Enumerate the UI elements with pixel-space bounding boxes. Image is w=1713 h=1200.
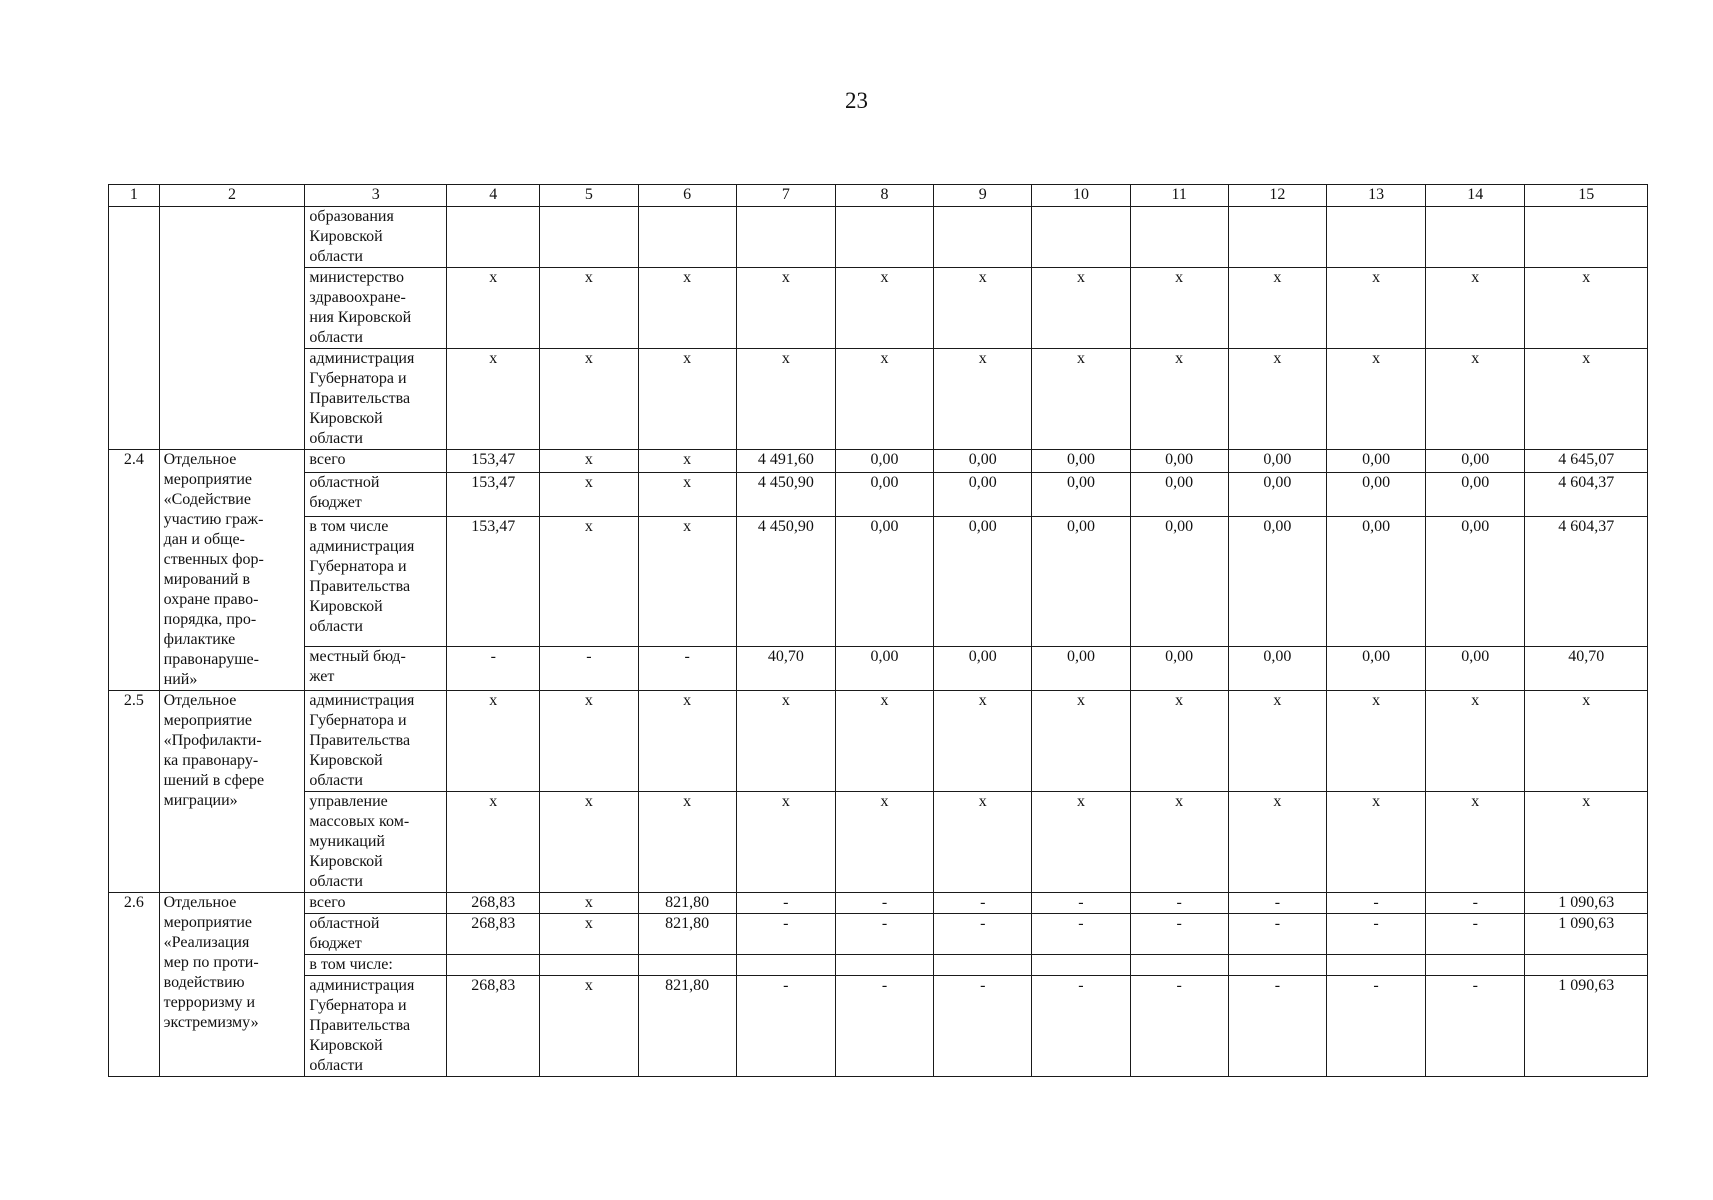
value-cell: 268,83 bbox=[447, 976, 540, 1077]
value-cell: - bbox=[934, 893, 1032, 914]
item-name-line: Отдельное bbox=[163, 451, 237, 468]
funding-source-line: Правительства bbox=[309, 577, 411, 595]
funding-source-line: Губернатора и bbox=[309, 370, 407, 387]
value-cell: x bbox=[638, 516, 736, 646]
item-name-line: ка правонару- bbox=[163, 752, 259, 769]
table-row bbox=[109, 349, 1648, 450]
table-row bbox=[109, 914, 1648, 955]
value-cell: x bbox=[447, 268, 540, 349]
value-cell: - bbox=[1130, 914, 1228, 955]
value-cell: - bbox=[1228, 914, 1326, 955]
value-cell: x bbox=[835, 349, 933, 450]
value-cell bbox=[540, 955, 638, 976]
funding-source-line: в том числе: bbox=[309, 956, 393, 973]
value-cell bbox=[1032, 207, 1130, 268]
funding-source-line: областной bbox=[309, 915, 380, 932]
value-cell: x bbox=[1426, 349, 1525, 450]
funding-source-line: бюджет bbox=[309, 935, 362, 952]
value-cell: x bbox=[1326, 691, 1425, 792]
value-cell: 0,00 bbox=[835, 472, 933, 516]
value-cell: 821,80 bbox=[638, 914, 736, 955]
value-cell: 0,00 bbox=[934, 646, 1032, 690]
value-cell: 4 604,37 bbox=[1525, 516, 1648, 646]
value-cell: x bbox=[1130, 268, 1228, 349]
value-cell: 153,47 bbox=[447, 450, 540, 473]
funding-source-line: Губернатора и bbox=[309, 997, 407, 1014]
header-cell: 7 bbox=[736, 185, 835, 207]
value-cell: - bbox=[638, 646, 736, 690]
value-cell: - bbox=[835, 893, 933, 914]
value-cell: 0,00 bbox=[1032, 516, 1130, 646]
value-cell: 0,00 bbox=[1228, 516, 1326, 646]
value-cell: 821,80 bbox=[638, 893, 736, 914]
value-cell: x bbox=[1032, 268, 1130, 349]
funding-source-line: ния Кировской bbox=[309, 309, 412, 326]
table-row bbox=[109, 646, 1648, 690]
header-cell: 9 bbox=[934, 185, 1032, 207]
item-number-cell bbox=[109, 207, 160, 450]
value-cell: - bbox=[1228, 893, 1326, 914]
funding-source-cell bbox=[305, 450, 447, 473]
funding-source-cell bbox=[305, 268, 447, 349]
value-cell: - bbox=[736, 976, 835, 1077]
item-name-line: экстремизму» bbox=[163, 1014, 259, 1031]
header-cell: 5 bbox=[540, 185, 638, 207]
value-cell: 0,00 bbox=[1032, 450, 1130, 473]
value-cell: 153,47 bbox=[447, 472, 540, 516]
item-name-line: «Профилакти- bbox=[163, 732, 262, 749]
value-cell: - bbox=[1130, 976, 1228, 1077]
value-cell: x bbox=[1228, 691, 1326, 792]
funding-source-line: Губернатора и bbox=[309, 557, 407, 575]
value-cell: 0,00 bbox=[934, 472, 1032, 516]
value-cell: - bbox=[1426, 893, 1525, 914]
value-cell: 0,00 bbox=[835, 646, 933, 690]
value-cell: x bbox=[540, 691, 638, 792]
item-name-line: мирований в bbox=[163, 571, 250, 588]
value-cell bbox=[835, 207, 933, 268]
header-cell: 13 bbox=[1326, 185, 1425, 207]
value-cell: x bbox=[835, 792, 933, 893]
funding-source-line: Кировской bbox=[309, 752, 383, 769]
value-cell: x bbox=[1130, 691, 1228, 792]
value-cell: 40,70 bbox=[1525, 646, 1648, 690]
item-name-line: миграции» bbox=[163, 792, 238, 809]
item-name-line: «Содействие bbox=[163, 491, 251, 508]
value-cell bbox=[736, 207, 835, 268]
table-row bbox=[109, 955, 1648, 976]
value-cell bbox=[1525, 207, 1648, 268]
funding-source-cell bbox=[305, 893, 447, 914]
value-cell: 0,00 bbox=[1426, 450, 1525, 473]
funding-source-line: области bbox=[309, 617, 363, 635]
value-cell: 821,80 bbox=[638, 976, 736, 1077]
value-cell: 0,00 bbox=[1228, 472, 1326, 516]
value-cell bbox=[736, 955, 835, 976]
value-cell: 1 090,63 bbox=[1525, 976, 1648, 1077]
value-cell: - bbox=[1032, 976, 1130, 1077]
value-cell: x bbox=[540, 472, 638, 516]
value-cell bbox=[447, 207, 540, 268]
value-cell: x bbox=[638, 268, 736, 349]
value-cell: - bbox=[1032, 893, 1130, 914]
value-cell: - bbox=[1326, 893, 1425, 914]
value-cell: x bbox=[1228, 792, 1326, 893]
funding-source-cell bbox=[305, 691, 447, 792]
item-number-cell: 2.4 bbox=[109, 450, 160, 691]
funding-source-line: Кировской bbox=[309, 410, 383, 427]
value-cell: x bbox=[1130, 792, 1228, 893]
funding-source-line: Кировской bbox=[309, 597, 383, 615]
value-cell bbox=[1426, 955, 1525, 976]
item-name-line: дан и обще- bbox=[163, 531, 245, 548]
value-cell: x bbox=[736, 691, 835, 792]
budget-table bbox=[108, 184, 1648, 1077]
value-cell: 0,00 bbox=[1426, 516, 1525, 646]
value-cell: 0,00 bbox=[1228, 450, 1326, 473]
value-cell bbox=[1326, 207, 1425, 268]
funding-source-line: муникаций bbox=[309, 833, 385, 850]
funding-source-line: области bbox=[309, 873, 363, 890]
value-cell bbox=[638, 207, 736, 268]
value-cell: 0,00 bbox=[934, 516, 1032, 646]
table-row bbox=[109, 976, 1648, 1077]
value-cell: 0,00 bbox=[1326, 646, 1425, 690]
value-cell: - bbox=[1032, 914, 1130, 955]
item-name-line: шений в сфере bbox=[163, 772, 265, 789]
funding-source-line: Губернатора и bbox=[309, 712, 407, 729]
value-cell: 0,00 bbox=[1032, 646, 1130, 690]
value-cell: x bbox=[447, 349, 540, 450]
value-cell: - bbox=[540, 646, 638, 690]
value-cell: - bbox=[835, 914, 933, 955]
value-cell: x bbox=[835, 268, 933, 349]
value-cell: 0,00 bbox=[1130, 646, 1228, 690]
value-cell: 153,47 bbox=[447, 516, 540, 646]
funding-source-cell bbox=[305, 646, 447, 690]
header-cell: 8 bbox=[835, 185, 933, 207]
value-cell: x bbox=[1326, 792, 1425, 893]
item-name-cell bbox=[159, 893, 305, 1077]
header-cell: 12 bbox=[1228, 185, 1326, 207]
funding-source-line: образования bbox=[309, 208, 394, 225]
value-cell bbox=[1130, 955, 1228, 976]
value-cell bbox=[934, 207, 1032, 268]
value-cell: 0,00 bbox=[1130, 516, 1228, 646]
value-cell: x bbox=[1525, 349, 1648, 450]
value-cell: - bbox=[934, 976, 1032, 1077]
value-cell: x bbox=[447, 691, 540, 792]
value-cell: x bbox=[1326, 349, 1425, 450]
value-cell bbox=[1426, 207, 1525, 268]
value-cell: 40,70 bbox=[736, 646, 835, 690]
value-cell: x bbox=[1032, 349, 1130, 450]
value-cell: - bbox=[447, 646, 540, 690]
value-cell: 0,00 bbox=[1326, 450, 1425, 473]
item-name-line: правонаруше- bbox=[163, 651, 259, 668]
item-name-cell bbox=[159, 450, 305, 691]
value-cell: x bbox=[540, 268, 638, 349]
value-cell: 1 090,63 bbox=[1525, 893, 1648, 914]
table-row bbox=[109, 450, 1648, 473]
value-cell: x bbox=[1426, 268, 1525, 349]
funding-source-line: Правительства bbox=[309, 732, 411, 749]
funding-source-line: области bbox=[309, 329, 363, 346]
funding-source-line: Кировской bbox=[309, 228, 383, 245]
value-cell: x bbox=[1032, 792, 1130, 893]
value-cell: - bbox=[1326, 976, 1425, 1077]
value-cell: x bbox=[736, 349, 835, 450]
table-row bbox=[109, 207, 1648, 268]
funding-source-line: Кировской bbox=[309, 853, 383, 870]
item-name-line: «Реализация bbox=[163, 934, 250, 951]
funding-source-line: министерство bbox=[309, 269, 404, 286]
header-row bbox=[109, 185, 1648, 207]
value-cell: - bbox=[736, 893, 835, 914]
value-cell: x bbox=[934, 268, 1032, 349]
table-row bbox=[109, 472, 1648, 516]
value-cell: 268,83 bbox=[447, 893, 540, 914]
value-cell: 268,83 bbox=[447, 914, 540, 955]
value-cell bbox=[447, 955, 540, 976]
value-cell: 4 491,60 bbox=[736, 450, 835, 473]
value-cell: x bbox=[1525, 691, 1648, 792]
value-cell: x bbox=[1426, 792, 1525, 893]
value-cell: x bbox=[1525, 268, 1648, 349]
value-cell: x bbox=[1130, 349, 1228, 450]
item-number-cell: 2.6 bbox=[109, 893, 160, 1077]
value-cell: x bbox=[1228, 268, 1326, 349]
value-cell: 4 604,37 bbox=[1525, 472, 1648, 516]
value-cell: x bbox=[736, 792, 835, 893]
value-cell: x bbox=[934, 691, 1032, 792]
value-cell: x bbox=[934, 792, 1032, 893]
item-name-line: порядка, про- bbox=[163, 611, 257, 628]
funding-source-line: администрация bbox=[309, 537, 415, 555]
funding-source-line: всего bbox=[309, 451, 346, 468]
funding-source-line: администрация bbox=[309, 350, 415, 367]
value-cell: 0,00 bbox=[1032, 472, 1130, 516]
funding-source-cell bbox=[305, 349, 447, 450]
item-name-line: участию граж- bbox=[163, 511, 264, 528]
funding-source-line: администрация bbox=[309, 692, 415, 709]
value-cell bbox=[1228, 207, 1326, 268]
value-cell: x bbox=[540, 976, 638, 1077]
value-cell: 0,00 bbox=[1326, 472, 1425, 516]
funding-source-cell bbox=[305, 914, 447, 955]
value-cell: x bbox=[736, 268, 835, 349]
value-cell: - bbox=[1228, 976, 1326, 1077]
funding-source-line: области bbox=[309, 430, 363, 447]
value-cell: x bbox=[540, 914, 638, 955]
item-name-line: Отдельное bbox=[163, 894, 237, 911]
item-name-line: охране право- bbox=[163, 591, 259, 608]
funding-source-line: Правительства bbox=[309, 390, 411, 407]
value-cell: 0,00 bbox=[1130, 472, 1228, 516]
funding-source-cell bbox=[305, 472, 447, 516]
value-cell bbox=[1228, 955, 1326, 976]
value-cell: 0,00 bbox=[1326, 516, 1425, 646]
table-row bbox=[109, 893, 1648, 914]
funding-source-line: здравоохране- bbox=[309, 289, 406, 306]
value-cell: 4 450,90 bbox=[736, 516, 835, 646]
value-cell: x bbox=[1228, 349, 1326, 450]
item-name-line: водействию bbox=[163, 974, 245, 991]
funding-source-line: области bbox=[309, 772, 363, 789]
value-cell: 0,00 bbox=[1228, 646, 1326, 690]
page-number: 23 bbox=[845, 88, 868, 113]
item-name-line: ственных фор- bbox=[163, 551, 264, 568]
table-row bbox=[109, 691, 1648, 792]
item-name-line: филактике bbox=[163, 631, 236, 648]
header-cell: 2 bbox=[159, 185, 305, 207]
value-cell: 0,00 bbox=[835, 516, 933, 646]
value-cell: x bbox=[638, 792, 736, 893]
funding-source-line: Правительства bbox=[309, 1017, 411, 1034]
funding-source-line: всего bbox=[309, 894, 346, 911]
funding-source-cell bbox=[305, 516, 447, 646]
value-cell bbox=[540, 207, 638, 268]
funding-source-cell bbox=[305, 207, 447, 268]
header-cell: 14 bbox=[1426, 185, 1525, 207]
header-cell: 10 bbox=[1032, 185, 1130, 207]
funding-source-line: Кировской bbox=[309, 1037, 383, 1054]
value-cell: 4 450,90 bbox=[736, 472, 835, 516]
value-cell: 0,00 bbox=[1426, 472, 1525, 516]
item-number-cell: 2.5 bbox=[109, 691, 160, 893]
value-cell: 4 645,07 bbox=[1525, 450, 1648, 473]
value-cell: 0,00 bbox=[1130, 450, 1228, 473]
value-cell: - bbox=[835, 976, 933, 1077]
value-cell: 1 090,63 bbox=[1525, 914, 1648, 955]
value-cell: x bbox=[1326, 268, 1425, 349]
item-name-line: терроризму и bbox=[163, 994, 256, 1011]
value-cell: - bbox=[1426, 976, 1525, 1077]
value-cell: - bbox=[1326, 914, 1425, 955]
header-cell: 1 bbox=[109, 185, 160, 207]
header-cell: 6 bbox=[638, 185, 736, 207]
value-cell: x bbox=[638, 349, 736, 450]
value-cell bbox=[934, 955, 1032, 976]
header-cell: 15 bbox=[1525, 185, 1648, 207]
table-body bbox=[109, 185, 1648, 1077]
value-cell: x bbox=[540, 893, 638, 914]
value-cell bbox=[1032, 955, 1130, 976]
item-name-line: мер по проти- bbox=[163, 954, 259, 971]
value-cell: x bbox=[638, 450, 736, 473]
value-cell bbox=[1326, 955, 1425, 976]
funding-source-line: массовых ком- bbox=[309, 813, 410, 830]
item-name-line: ний» bbox=[163, 671, 198, 688]
value-cell: 0,00 bbox=[835, 450, 933, 473]
value-cell: x bbox=[447, 792, 540, 893]
value-cell bbox=[835, 955, 933, 976]
value-cell: - bbox=[736, 914, 835, 955]
value-cell: x bbox=[540, 349, 638, 450]
item-name-cell bbox=[159, 691, 305, 893]
header-cell: 3 bbox=[305, 185, 447, 207]
item-name-line: мероприятие bbox=[163, 712, 252, 729]
value-cell: - bbox=[1426, 914, 1525, 955]
funding-source-line: местный бюд- bbox=[309, 647, 406, 665]
funding-source-line: в том числе bbox=[309, 517, 389, 535]
table-row bbox=[109, 516, 1648, 646]
value-cell: - bbox=[934, 914, 1032, 955]
item-name-cell bbox=[159, 207, 305, 450]
table-row bbox=[109, 268, 1648, 349]
value-cell: x bbox=[638, 691, 736, 792]
header-cell: 11 bbox=[1130, 185, 1228, 207]
value-cell: x bbox=[934, 349, 1032, 450]
value-cell: 0,00 bbox=[1426, 646, 1525, 690]
item-name-line: мероприятие bbox=[163, 471, 252, 488]
funding-source-line: администрация bbox=[309, 977, 415, 994]
value-cell bbox=[1525, 955, 1648, 976]
item-name-line: Отдельное bbox=[163, 692, 237, 709]
value-cell: - bbox=[1130, 893, 1228, 914]
funding-source-line: области bbox=[309, 248, 363, 265]
value-cell: x bbox=[540, 792, 638, 893]
value-cell: x bbox=[835, 691, 933, 792]
header-cell: 4 bbox=[447, 185, 540, 207]
funding-source-cell bbox=[305, 792, 447, 893]
item-name-line: мероприятие bbox=[163, 914, 252, 931]
value-cell: x bbox=[540, 450, 638, 473]
value-cell bbox=[1130, 207, 1228, 268]
value-cell: 0,00 bbox=[934, 450, 1032, 473]
funding-source-line: бюджет bbox=[309, 493, 362, 511]
value-cell: x bbox=[638, 472, 736, 516]
value-cell: x bbox=[1426, 691, 1525, 792]
funding-source-line: области bbox=[309, 1057, 363, 1074]
value-cell: x bbox=[1525, 792, 1648, 893]
table-row bbox=[109, 792, 1648, 893]
value-cell bbox=[638, 955, 736, 976]
funding-source-line: управление bbox=[309, 793, 388, 810]
funding-source-cell bbox=[305, 955, 447, 976]
funding-source-cell bbox=[305, 976, 447, 1077]
value-cell: x bbox=[540, 516, 638, 646]
value-cell: x bbox=[1032, 691, 1130, 792]
funding-source-line: областной bbox=[309, 473, 380, 491]
funding-source-line: жет bbox=[309, 667, 335, 685]
